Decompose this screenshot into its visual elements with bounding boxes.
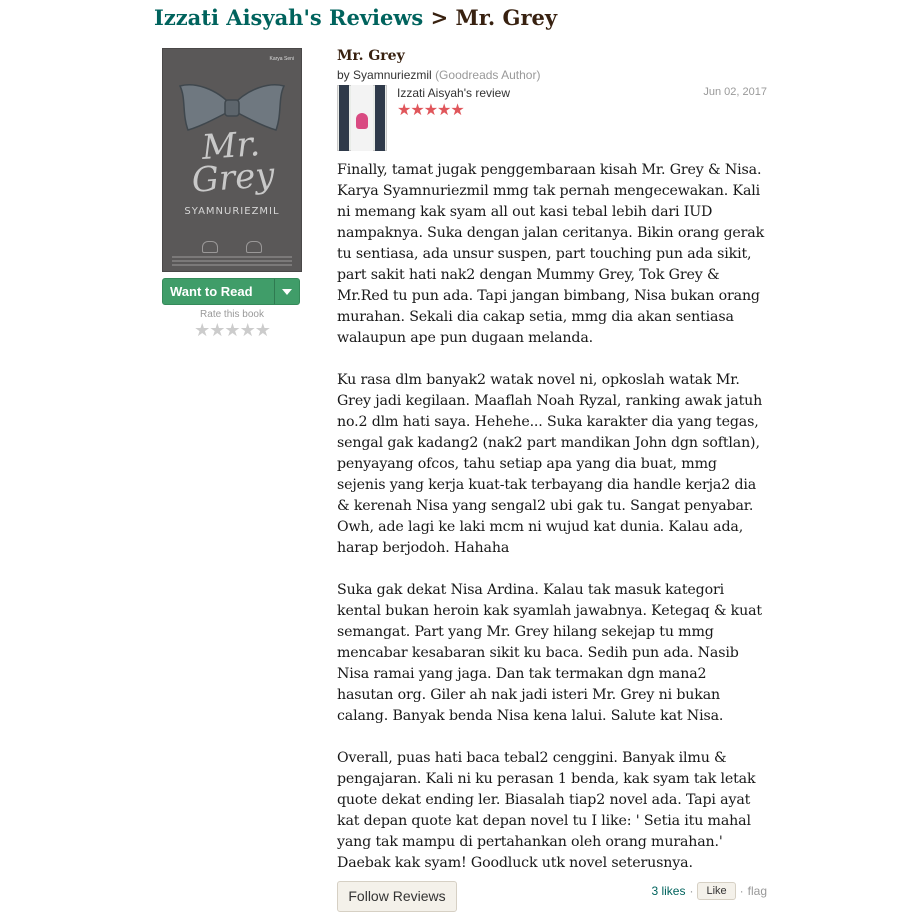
review-actions [651, 882, 767, 900]
cover-award-laurels [202, 241, 262, 253]
breadcrumb-user-reviews-link[interactable]: Izzati Aisyah's Reviews [154, 5, 424, 30]
like-button[interactable]: Like [697, 882, 735, 900]
separator-dot: · [739, 884, 744, 898]
book-byline [337, 68, 767, 82]
by-label: by [337, 68, 350, 82]
likes-count-link[interactable]: 3 likes [651, 884, 686, 898]
review-paragraph: Finally, tamat jugak penggembaraan kisah Mr. Grey & Nisa. Karya Syamnuriezmil mmg tak pernah mengecewakan. Kali ni memang kak syam all out kasi tebal lebih dari IUD nampaknya. Suka dengan jalan ceritanya. Bikin orang gerak tu sentiasa, ada unsur suspen, part touching pun ada sikit, part sakit hati nak2 dengan Mummy Grey, Tok Grey & Mr.Red tu pun ada. Tapi jangan bimbang, Nisa bukan orang murahan. Sekali dia cakap setia, mmg dia akan sentiasa walaupun ape pun dugaan melanda. [337, 162, 765, 346]
separator-dot: · [689, 884, 694, 898]
reviewer-name-link[interactable]: Izzati Aisyah [397, 86, 464, 100]
review-paragraph: Suka gak dekat Nisa Ardina. Kalau tak masuk kategori kental bukan heroin kak syamlah jawabnya. Ketegaq & kuat semangat. Part yang Mr. Grey hilang sekejap tu mmg mencabar kesabaran sikit ku baca. Sedih pun ada. Nasib Nisa ramai yang jaga. Dan tak termakan dgn mana2 hasutan org. Giler ah nak jadi isteri Mr. Grey ni bukan calang. Banyak benda Nisa kena lalui. Salute kat Nisa. [337, 582, 762, 724]
review-date[interactable]: Jun 02, 2017 [703, 86, 767, 98]
want-to-read-button[interactable]: Want to Read [170, 284, 253, 299]
want-to-read-control [162, 278, 300, 305]
review-body [337, 160, 767, 874]
avatar[interactable] [337, 85, 387, 151]
author-link[interactable]: Syamnuriezmil [353, 68, 432, 82]
cover-fineprint-line [172, 256, 292, 258]
shelf-dropdown-button[interactable] [274, 279, 299, 304]
rate-stars-input[interactable]: ★★★★★ [194, 320, 270, 340]
review-footer [337, 881, 767, 913]
book-cover-image[interactable] [162, 48, 302, 272]
cover-fineprint-line [172, 260, 292, 262]
rate-this-book-label: Rate this book [200, 309, 264, 320]
reviewer-heading [397, 86, 510, 100]
cover-publisher-logo: Karya Seni [269, 56, 294, 62]
review-main [337, 48, 767, 874]
follow-reviews-button[interactable]: Follow Reviews [337, 881, 457, 912]
cover-author-art: SYAMNURIEZMIL [184, 206, 280, 217]
author-role: (Goodreads Author) [435, 68, 541, 82]
breadcrumb [154, 5, 557, 30]
review-paragraph: Ku rasa dlm banyak2 watak novel ni, opkoslah watak Mr. Grey jadi kegilaan. Maaflah Noah Ryzal, ranking awak jatuh no.2 dlm hati saya. Hehehe... Suka karakter dia yang tegas, sengal gak kadang2 (nak2 part mandikan John dgn softlan), penyayang ofcos, tahu setiap apa yang dia buat, mmg sejenis yang kerja kuat-tak terbayang dia handle kerja2 dia & kerenah Nisa yang sengal2 ubi gak tu. Sangat penyabar. Owh, ade lagi ke laki mcm ni wujud kat dunia. Kalau ada, harap berjodoh. Hahaha [337, 372, 763, 556]
caret-down-icon [282, 289, 292, 295]
breadcrumb-separator: > [430, 5, 449, 30]
book-title-link[interactable]: Mr. Grey [337, 48, 405, 64]
review-rating-stars: ★★★★★ [397, 102, 464, 119]
breadcrumb-book-title: Mr. Grey [455, 5, 558, 30]
cover-title-art: Mr. Grey [190, 124, 276, 201]
review-label: 's review [463, 86, 511, 100]
review-paragraph: Overall, puas hati baca tebal2 cenggini. Banyak ilmu & pengajaran. Kali ni ku perasan 1 benda, kak syam tak letak quote dekat ending ler. Biasalah tiap2 novel ada. Tapi ayat kat depan quote kat depan novel tu I like: ' Setia itu mahal yang tak mampu di pertahankan oleh orang murahan.' Daebak kak syam! Goodluck utk novel seterusnya. [337, 750, 756, 871]
reviewer-row [337, 85, 767, 151]
book-sidebar [162, 48, 302, 339]
cover-fineprint-line [172, 264, 292, 266]
flag-link[interactable]: flag [747, 884, 767, 898]
